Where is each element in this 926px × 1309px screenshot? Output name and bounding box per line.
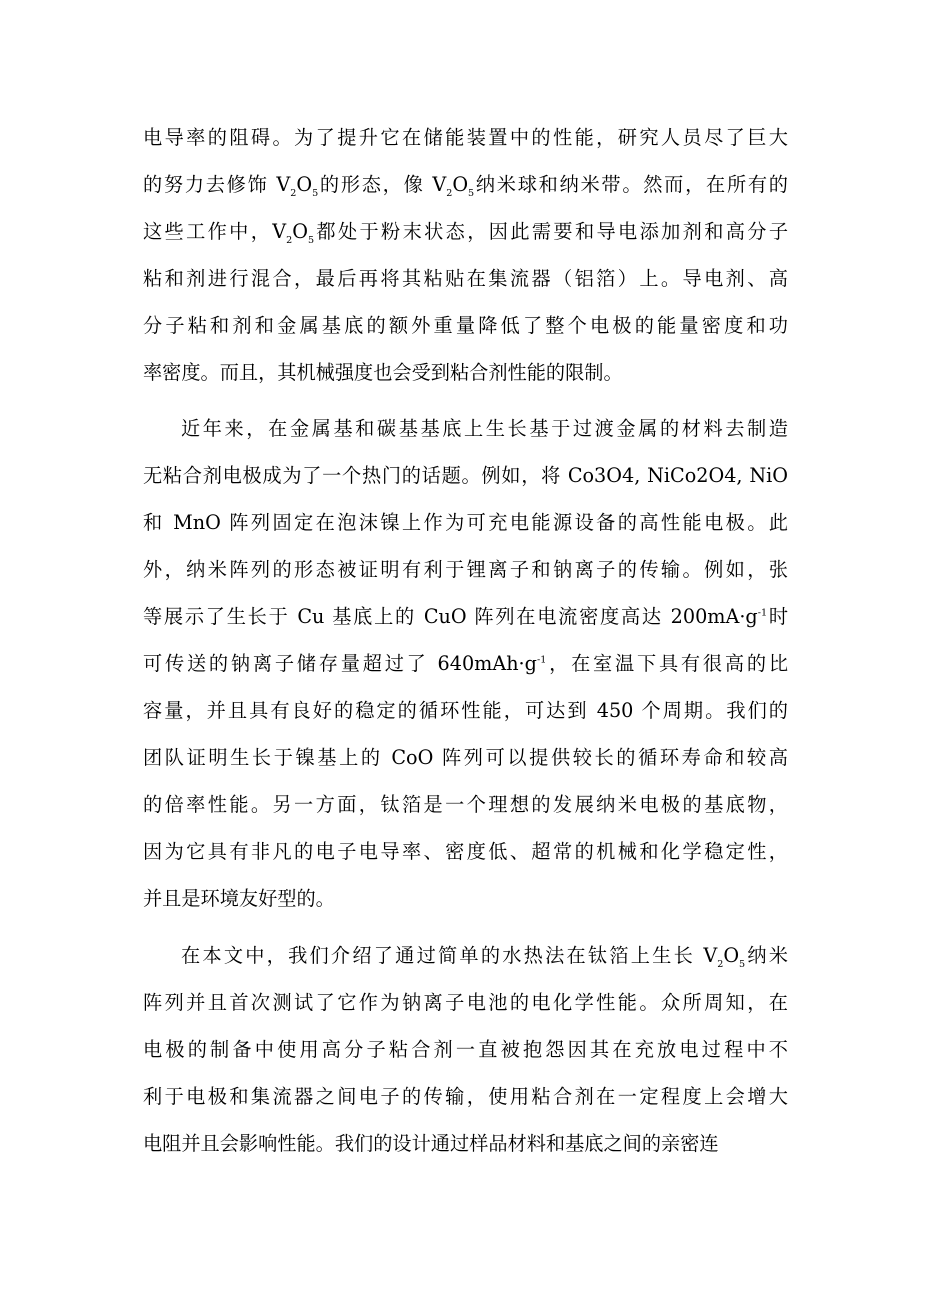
subscript: 5 bbox=[307, 234, 315, 246]
text-span: 利于电极和集流器之间电子的传输，使用粘合剂在一定程度上会增大 bbox=[143, 1085, 788, 1108]
text-line bbox=[143, 644, 788, 684]
text-span: 电极的制备中使用高分子粘合剂一直被抱怨因其在充放电过程中不 bbox=[143, 1038, 788, 1061]
superscript: -1 bbox=[536, 654, 547, 666]
text-span: 并且是环境友好型的。 bbox=[143, 887, 335, 910]
text-span: 的努力去修饰 V bbox=[143, 173, 291, 196]
text-span: 近年来，在金属基和碳基基底上生长基于过渡金属的材料去制造 bbox=[181, 417, 788, 440]
text-span: ，在室温下具有很高的比 bbox=[546, 652, 788, 675]
text-span: 容量，并且具有良好的稳定的循环性能，可达到 450 个周期。我们的 bbox=[143, 699, 788, 722]
text-span: O bbox=[296, 173, 313, 196]
text-span: 因为它具有非凡的电子电导率、密度低、超常的机械和化学稳定性， bbox=[143, 840, 788, 863]
text-line bbox=[143, 879, 788, 919]
text-span: 时 bbox=[767, 605, 788, 628]
text-span: 的形态，像 V bbox=[318, 173, 447, 196]
text-line bbox=[143, 832, 788, 872]
text-span: 这些工作中，V bbox=[143, 220, 287, 243]
text-span: 无粘合剂电极成为了一个热门的话题。例如，将 Co3O4, NiCo2O4, NiO bbox=[143, 464, 788, 487]
text-span: 电阻并且会影响性能。我们的设计通过样品材料和基底之间的亲密连 bbox=[143, 1132, 719, 1155]
text-line bbox=[181, 409, 788, 449]
text-line bbox=[143, 1030, 788, 1070]
text-span: 纳米球和纳米带。然而，在所有的 bbox=[474, 173, 788, 196]
text-line bbox=[143, 1077, 788, 1117]
text-line bbox=[181, 936, 788, 976]
text-line bbox=[143, 353, 788, 393]
subscript: 5 bbox=[739, 958, 746, 970]
text-span: 阵列并且首次测试了它作为钠离子电池的电化学性能。众所周知，在 bbox=[143, 991, 788, 1014]
text-span: 电导率的阻碍。为了提升它在储能装置中的性能，研究人员尽了巨大 bbox=[143, 126, 788, 149]
subscript: 2 bbox=[446, 187, 453, 199]
text-span: 和 MnO 阵列固定在泡沫镍上作为可充电能源设备的高性能电极。此 bbox=[143, 511, 788, 534]
text-span: 都处于粉末状态，因此需要和导电添加剂和高分子 bbox=[314, 220, 788, 243]
text-line bbox=[143, 1124, 788, 1164]
text-line bbox=[143, 456, 788, 496]
text-span: 粘和剂进行混合，最后再将其粘贴在集流器（铝箔）上。导电剂、高 bbox=[143, 267, 788, 290]
text-line bbox=[143, 212, 788, 252]
text-line bbox=[143, 503, 788, 543]
text-span: 的倍率性能。另一方面，钛箔是一个理想的发展纳米电极的基底物， bbox=[143, 793, 788, 816]
text-line bbox=[143, 118, 788, 158]
superscript: -1 bbox=[757, 607, 768, 619]
subscript: 5 bbox=[468, 187, 475, 199]
text-span: 分子粘和剂和金属基底的额外重量降低了整个电极的能量密度和功 bbox=[143, 314, 788, 337]
text-span: O bbox=[452, 173, 469, 196]
text-span: 可传送的钠离子储存量超过了 640mAh·g bbox=[143, 652, 537, 675]
subscript: 2 bbox=[290, 187, 297, 199]
text-line bbox=[143, 165, 788, 205]
subscript: 2 bbox=[717, 958, 724, 970]
text-line bbox=[143, 259, 788, 299]
subscript: 2 bbox=[286, 234, 293, 246]
text-span: 率密度。而且，其机械强度也会受到粘合剂性能的限制。 bbox=[143, 361, 623, 384]
text-span: 外，纳米阵列的形态被证明有利于锂离子和钠离子的传输。例如，张 bbox=[143, 558, 788, 581]
text-line bbox=[143, 306, 788, 346]
text-line bbox=[143, 691, 788, 731]
text-line bbox=[143, 785, 788, 825]
text-span: 在本文中，我们介绍了通过简单的水热法在钛箔上生长 V bbox=[181, 944, 718, 967]
text-span: 等展示了生长于 Cu 基底上的 CuO 阵列在电流密度高达 200mA·g bbox=[143, 605, 758, 628]
text-line bbox=[143, 550, 788, 590]
text-line bbox=[143, 983, 788, 1023]
text-span: 纳米 bbox=[745, 944, 788, 967]
text-span: 团队证明生长于镍基上的 CoO 阵列可以提供较长的循环寿命和较高 bbox=[143, 746, 788, 769]
subscript: 5 bbox=[312, 187, 319, 199]
text-line bbox=[143, 738, 788, 778]
text-line bbox=[143, 597, 788, 637]
text-span: O bbox=[292, 220, 308, 243]
text-span: O bbox=[723, 944, 740, 967]
